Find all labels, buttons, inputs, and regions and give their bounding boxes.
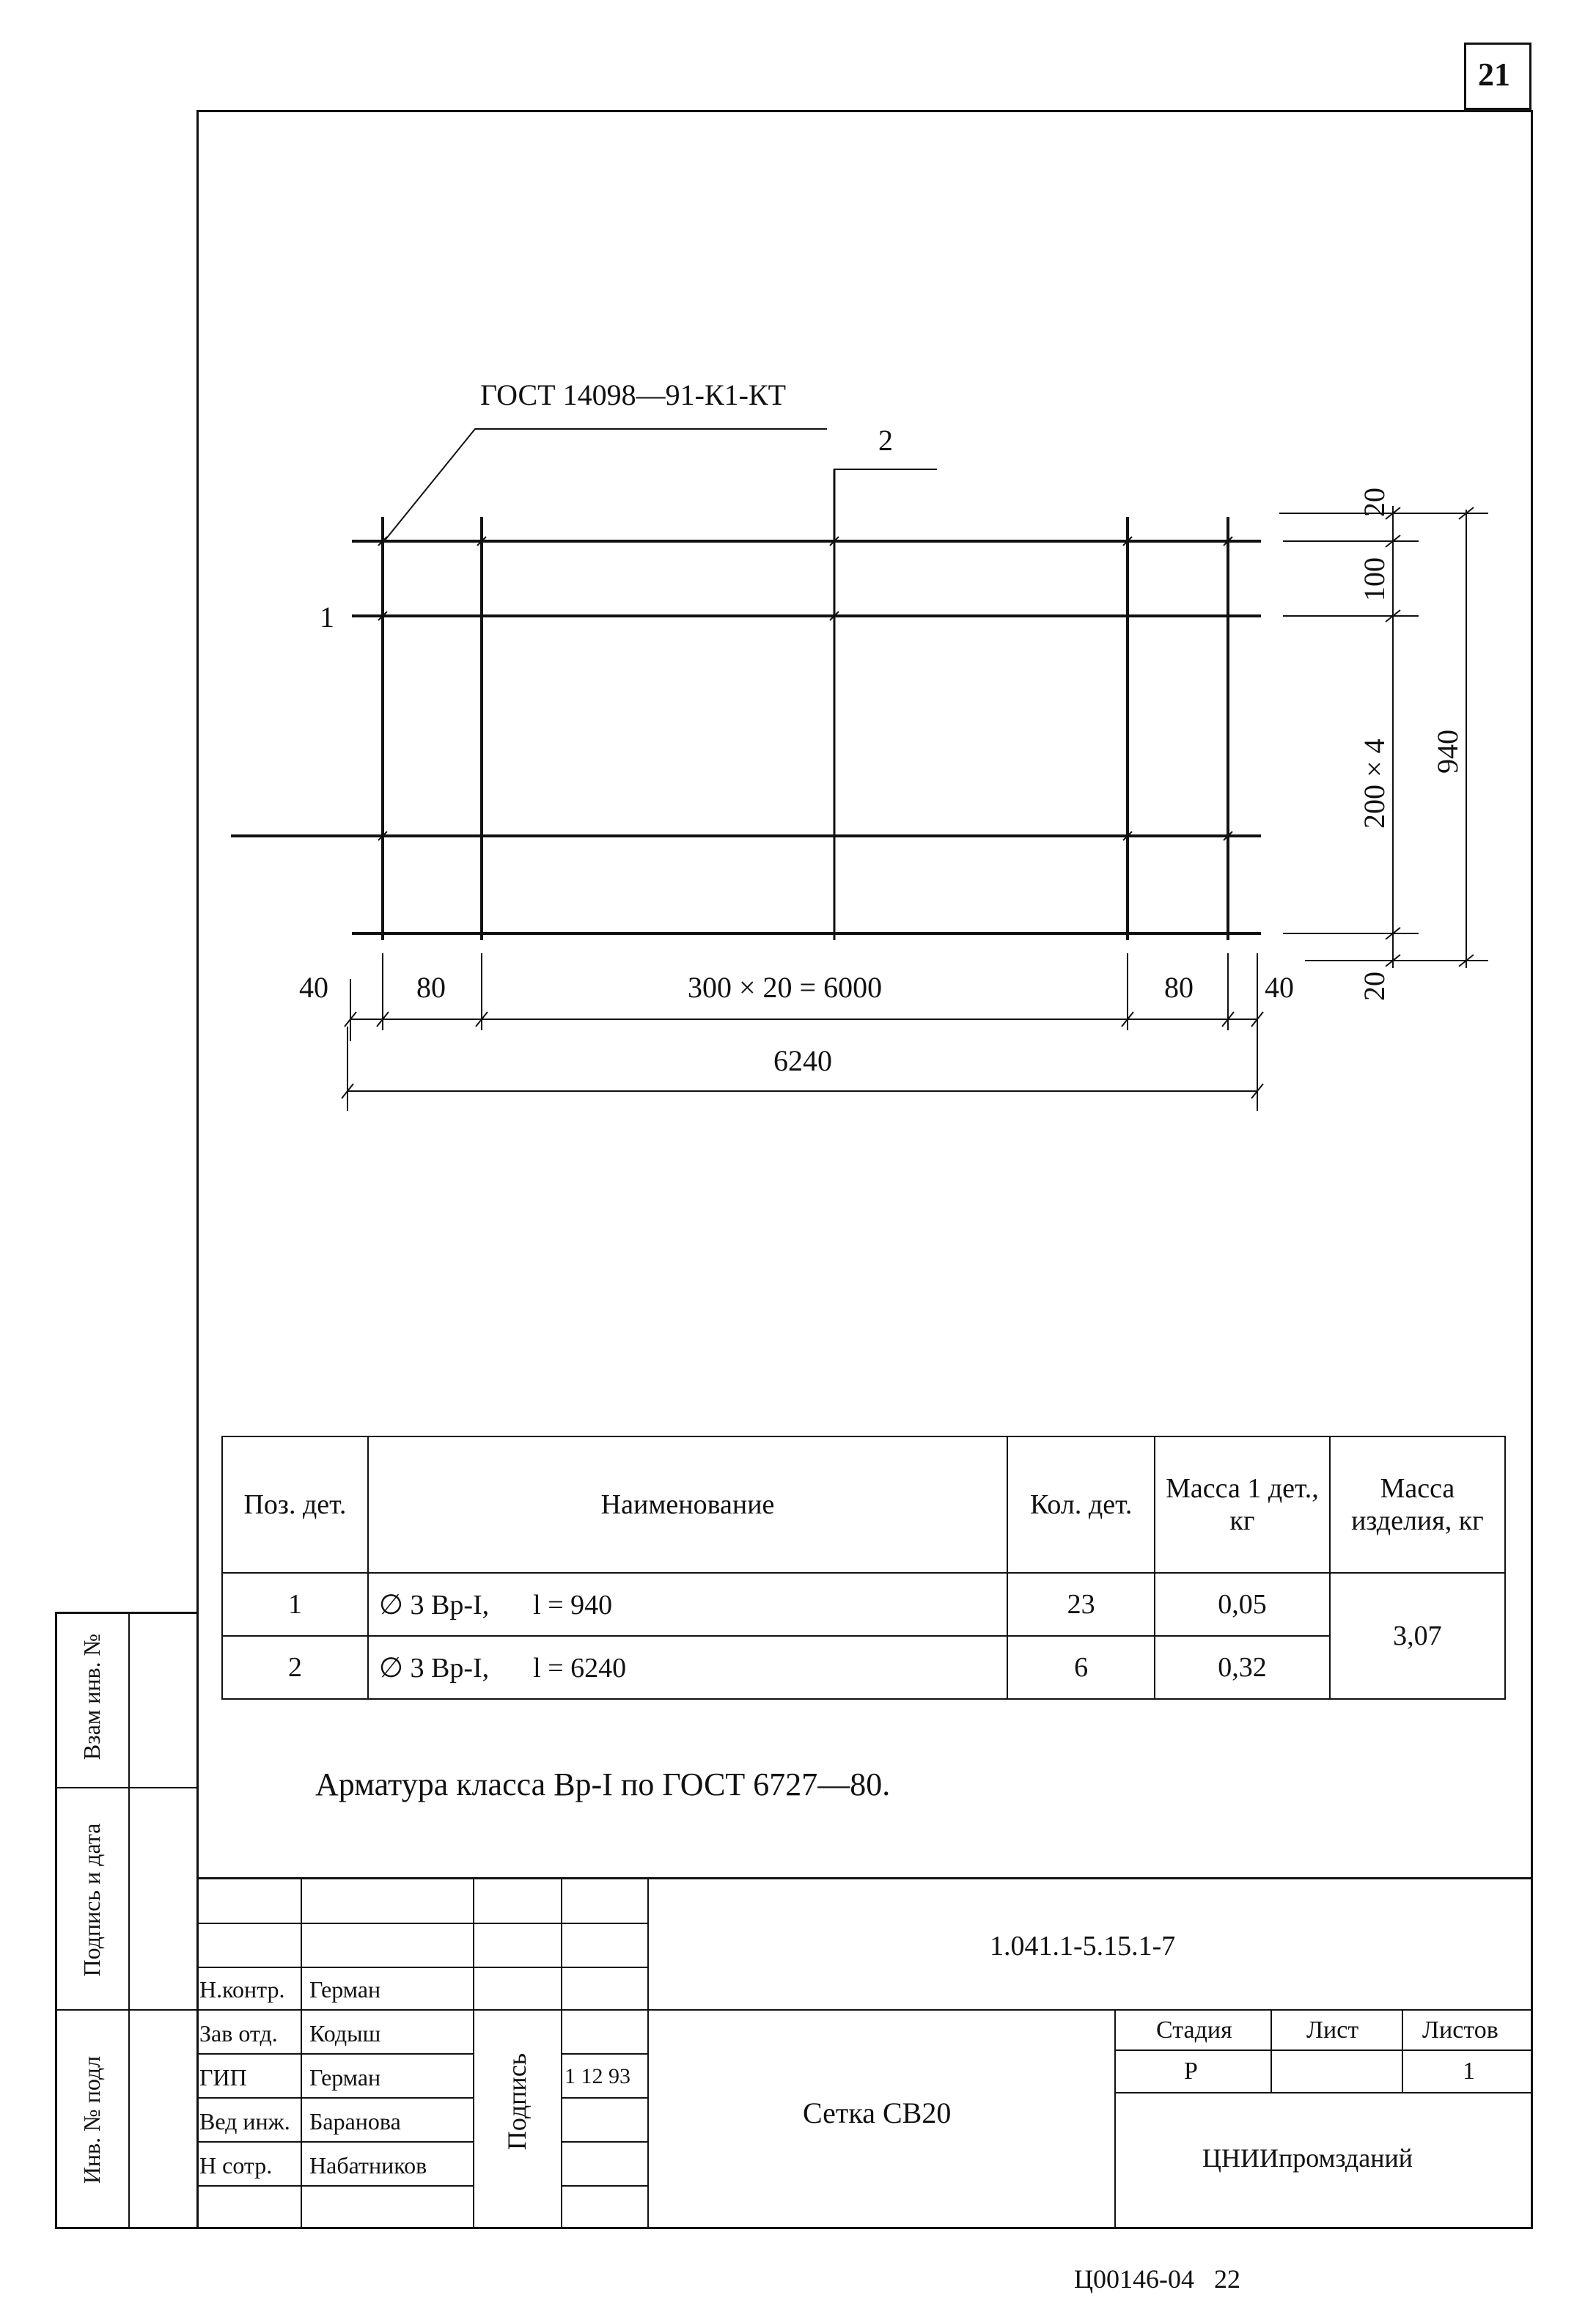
stage-value: Р: [1184, 2058, 1198, 2085]
signature-label: Подпись: [502, 2052, 532, 2151]
footer-code: Ц00146-04 22: [1074, 2264, 1240, 2294]
dim-bottom-20: 20: [1358, 972, 1391, 1001]
header-qty: Кол. дет.: [1007, 1436, 1155, 1573]
dim-200x4: 200 × 4: [1358, 738, 1391, 829]
header-mass-total: Масса изделия, кг: [1330, 1436, 1505, 1573]
role-4: Вед инж.: [199, 2108, 290, 2135]
row2-qty: 6: [1007, 1636, 1155, 1699]
dim-right-80: 80: [1164, 971, 1194, 1004]
side-stamp: [55, 1612, 199, 2229]
gost-label: ГОСТ 14098—91-К1-КТ: [480, 378, 787, 411]
row2-length: l = 6240: [533, 1652, 627, 1684]
header-name: Наименование: [368, 1436, 1007, 1573]
row2-mass-one: 0,32: [1155, 1636, 1330, 1699]
organization: ЦНИИпромзданий: [1202, 2143, 1413, 2173]
header-pos: Поз. дет.: [222, 1436, 368, 1573]
designation: 1.041.1-5.15.1-7: [990, 1931, 1176, 1961]
row1-qty: 23: [1007, 1573, 1155, 1636]
name-2: Кодыш: [309, 2020, 381, 2047]
name-5: Набатников: [309, 2152, 427, 2179]
pos2-leader: [834, 469, 937, 513]
row1-name: ∅ 3 Вр-I, l = 940: [368, 1573, 1007, 1636]
sheets-value: 1: [1463, 2058, 1475, 2085]
pos2-label: 2: [878, 424, 893, 457]
role-2: Зав отд.: [199, 2020, 278, 2047]
stage-header: Стадия: [1156, 2016, 1232, 2044]
role-1: Н.контр.: [199, 1976, 285, 2003]
name-3: Герман: [309, 2064, 381, 2091]
dim-total: 6240: [773, 1044, 832, 1077]
table-row: [222, 1573, 1505, 1636]
sign-date: 1 12 93: [565, 2064, 630, 2088]
sheet-header: Лист: [1306, 2016, 1359, 2044]
row2-pos: 2: [222, 1636, 368, 1699]
row1-length: l = 940: [533, 1589, 613, 1621]
gost-leader: [384, 429, 827, 541]
row2-name: ∅ 3 Вр-I, l = 6240: [368, 1636, 1007, 1699]
table-row: [222, 1636, 1505, 1699]
row1-mass-one: 0,05: [1155, 1573, 1330, 1636]
spec-table: [221, 1436, 1506, 1700]
side-vzam: Взам инв. №: [78, 1633, 105, 1761]
dim-left-80: 80: [416, 971, 446, 1004]
dim-left-40: 40: [299, 971, 328, 1004]
dim-middle: 300 × 20 = 6000: [688, 971, 883, 1004]
mass-total: 3,07: [1330, 1573, 1505, 1699]
role-5: Н сотр.: [199, 2152, 273, 2179]
side-podpis: Подпись и дата: [78, 1823, 105, 1977]
dim-100: 100: [1358, 557, 1391, 601]
side-inv: Инв. № подл: [78, 2055, 105, 2184]
row1-pos: 1: [222, 1573, 368, 1636]
product-name: Сетка СВ20: [803, 2096, 952, 2129]
title-block-top: [196, 1877, 1533, 1879]
name-4: Баранова: [309, 2108, 401, 2135]
header-mass-one: Масса 1 дет., кг: [1155, 1436, 1330, 1573]
dim-940: 940: [1431, 730, 1464, 774]
role-3: ГИП: [199, 2064, 247, 2091]
dim-top-20: 20: [1358, 488, 1391, 517]
dim-right-40: 40: [1265, 971, 1294, 1004]
name-1: Герман: [309, 1976, 381, 2003]
pos1-label: 1: [320, 601, 334, 634]
note-text: Арматура класса Вр-I по ГОСТ 6727—80.: [315, 1766, 891, 1802]
page-number: 21: [1478, 56, 1510, 92]
sheets-header: Листов: [1422, 2016, 1498, 2044]
